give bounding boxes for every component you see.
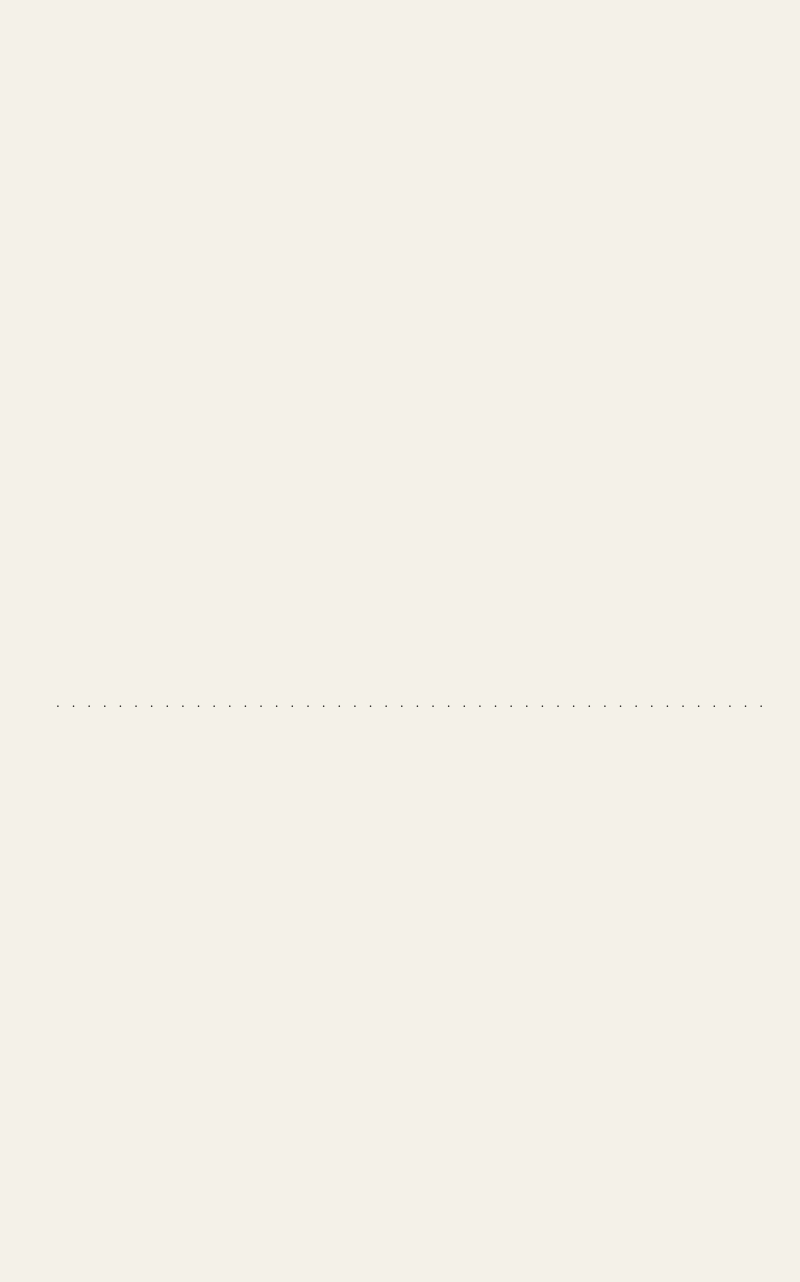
section-heading-cont bbox=[52, 696, 773, 722]
leader-dots bbox=[56, 696, 769, 710]
